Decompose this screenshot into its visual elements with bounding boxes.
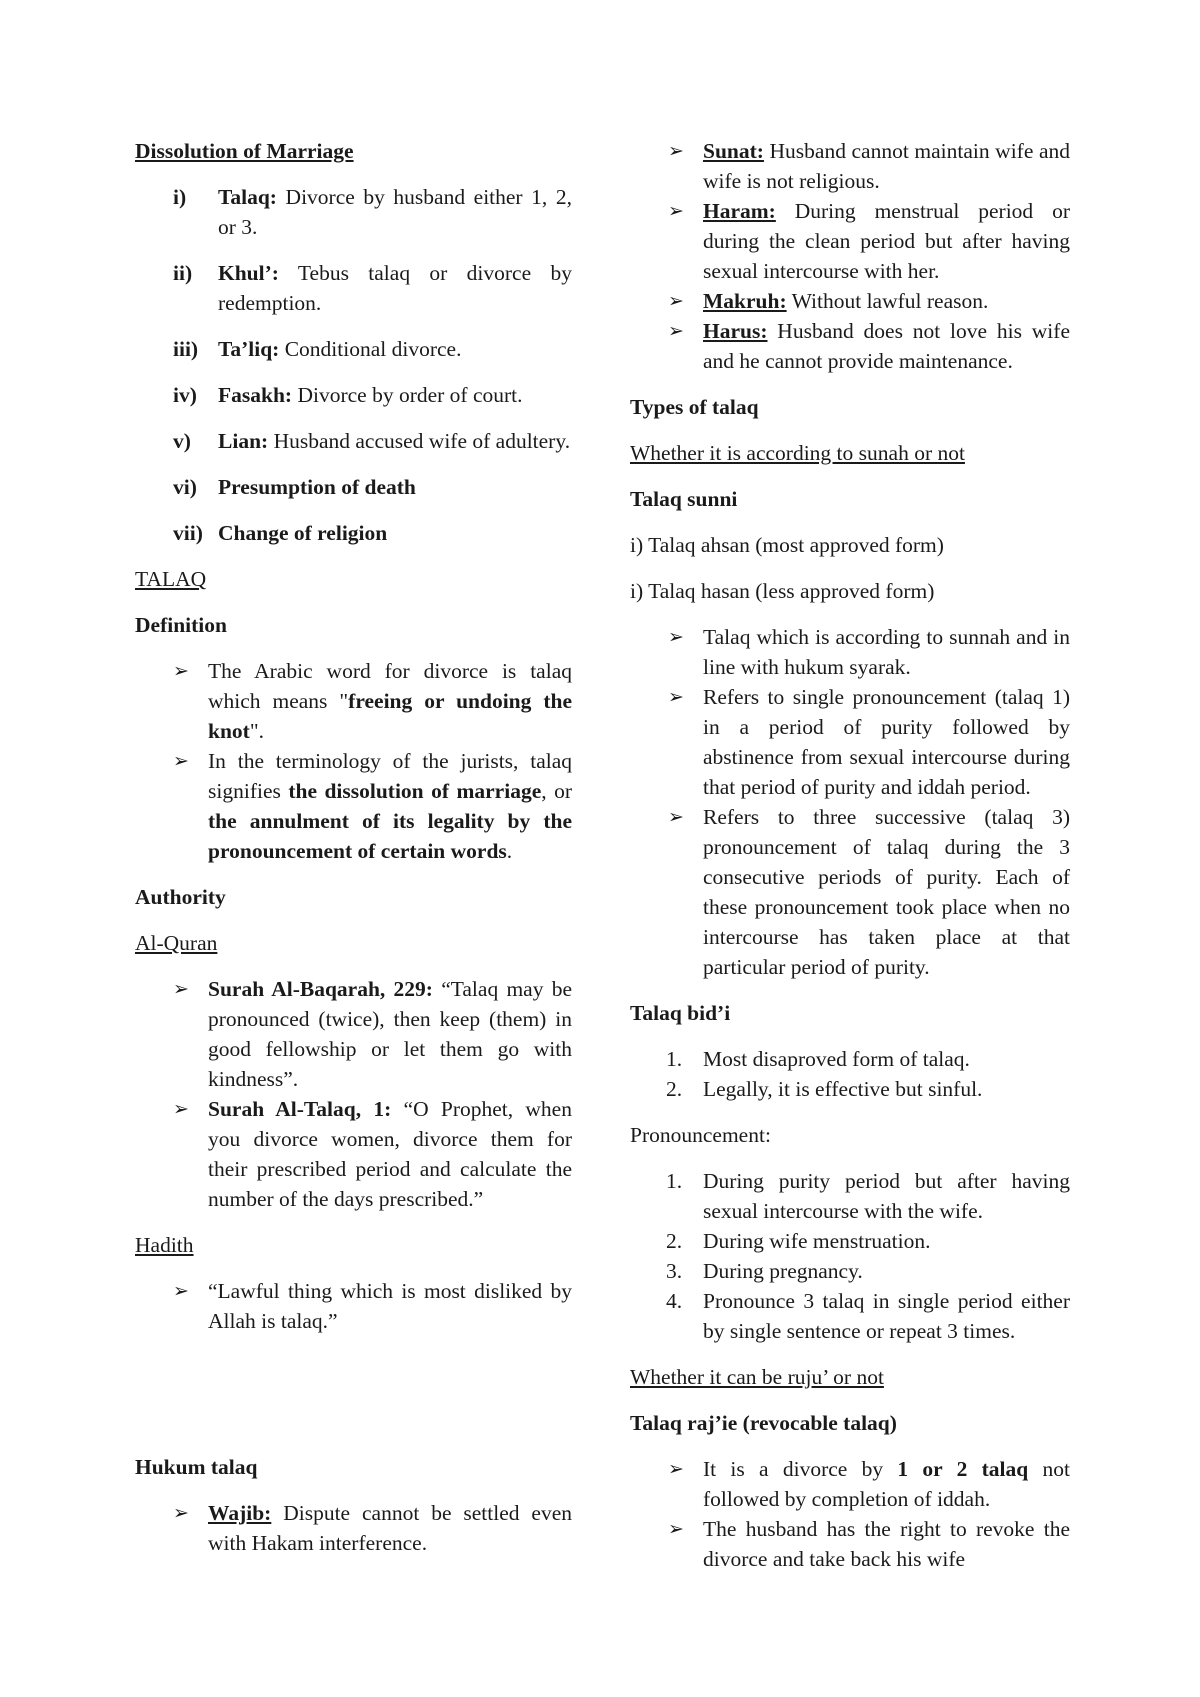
list-item: 2. During wife menstruation.: [666, 1229, 931, 1253]
ruju-heading: Whether it can be ruju’ or not: [630, 1365, 884, 1389]
spacer: [135, 1352, 572, 1452]
pronouncement-list: [630, 1166, 1070, 1346]
list-item: ➢ Refers to single pronouncement (talaq 1) in a period of purity followed by abstinence from sexual intercourse during that period of purity and iddah period.: [630, 682, 1070, 802]
bidi-list: [630, 1044, 1070, 1104]
arrow-bullet-icon: ➢: [173, 1098, 189, 1120]
page-title: Dissolution of Marriage: [135, 139, 354, 163]
quran-list: [135, 974, 572, 1214]
arrow-bullet-icon: ➢: [668, 1458, 684, 1480]
list-item: ➢ Refers to three successive (talaq 3) pronouncement of talaq during the 3 consecutive periods of purity. Each of these pronouncement took place when no intercourse has taken place at that particular period of purity.: [630, 802, 1070, 982]
sunah-heading: Whether it is according to sunah or not: [630, 441, 965, 465]
sunni-list: [630, 622, 1070, 982]
sunni-heading: Talaq sunni: [630, 487, 738, 511]
hadith-list: [135, 1276, 572, 1336]
hukum-list-left: [135, 1498, 572, 1558]
arrow-bullet-icon: ➢: [173, 750, 189, 772]
list-item: 1. Most disaproved form of talaq.: [666, 1047, 970, 1071]
ahsan-line: i) Talaq ahsan (most approved form): [630, 533, 944, 557]
list-item: 3. During pregnancy.: [666, 1259, 863, 1283]
list-item: ➢ Harus: Husband does not love his wife and he cannot provide maintenance.: [630, 316, 1070, 376]
talaq-heading: TALAQ: [135, 567, 207, 591]
list-item: 2. Legally, it is effective but sinful.: [666, 1077, 983, 1101]
hadith-heading: Hadith: [135, 1233, 194, 1257]
list-item: ➢ The husband has the right to revoke the divorce and take back his wife: [630, 1514, 1070, 1574]
arrow-bullet-icon: ➢: [668, 290, 684, 312]
list-item: ➢ Surah Al-Baqarah, 229: “Talaq may be pronounced (twice), then keep (them) in good fellowship or let them go with kindness”.: [135, 974, 572, 1094]
hasan-line: i) Talaq hasan (less approved form): [630, 579, 935, 603]
list-item: ➢ Makruh: Without lawful reason.: [630, 286, 1070, 316]
dissolution-list: [135, 182, 572, 548]
list-item: ➢ Surah Al-Talaq, 1: “O Prophet, when you divorce women, divorce them for their prescribed period and calculate the number of the days prescribed.”: [135, 1094, 572, 1214]
definition-list: [135, 656, 572, 866]
types-heading: Types of talaq: [630, 395, 759, 419]
list-item: ii) Khul’: Tebus talaq or divorce by redemption.: [173, 261, 572, 315]
definition-heading: Definition: [135, 613, 227, 637]
arrow-bullet-icon: ➢: [173, 1280, 189, 1302]
bidi-heading: Talaq bid’i: [630, 1001, 731, 1025]
list-item: 4. Pronounce 3 talaq in single period either by single sentence or repeat 3 times.: [666, 1289, 1070, 1343]
list-item: vi) Presumption of death: [173, 475, 416, 499]
list-item: vii) Change of religion: [173, 521, 388, 545]
right-column: [630, 136, 1070, 1590]
rajie-heading: Talaq raj’ie (revocable talaq): [630, 1411, 897, 1435]
arrow-bullet-icon: ➢: [173, 1502, 189, 1524]
arrow-bullet-icon: ➢: [668, 686, 684, 708]
list-item: 1. During purity period but after having sexual intercourse with the wife.: [666, 1169, 1070, 1223]
list-item: v) Lian: Husband accused wife of adultery.: [173, 429, 571, 453]
hukum-list-right: [630, 136, 1070, 376]
left-column: [135, 136, 572, 1574]
pronouncement-label: Pronouncement:: [630, 1123, 771, 1147]
list-item: ➢ In the terminology of the jurists, talaq signifies the dissolution of marriage, or the annulment of its legality by the pronouncement of certain words.: [135, 746, 572, 866]
arrow-bullet-icon: ➢: [173, 660, 189, 682]
hukum-heading: Hukum talaq: [135, 1455, 258, 1479]
list-item: ➢ Wajib: Dispute cannot be settled even with Hakam interference.: [135, 1498, 572, 1558]
list-item: ➢ It is a divorce by 1 or 2 talaq not followed by completion of iddah.: [630, 1454, 1070, 1514]
arrow-bullet-icon: ➢: [668, 626, 684, 648]
authority-heading: Authority: [135, 885, 226, 909]
arrow-bullet-icon: ➢: [668, 806, 684, 828]
list-item: iii) Ta’liq: Conditional divorce.: [173, 337, 462, 361]
rajie-list: [630, 1454, 1070, 1574]
arrow-bullet-icon: ➢: [668, 1518, 684, 1540]
list-item: ➢ The Arabic word for divorce is talaq which means "freeing or undoing the knot".: [135, 656, 572, 746]
list-item: i) Talaq: Divorce by husband either 1, 2, or 3.: [173, 185, 572, 239]
list-item: ➢ Talaq which is according to sunnah and in line with hukum syarak.: [630, 622, 1070, 682]
arrow-bullet-icon: ➢: [668, 320, 684, 342]
list-item: iv) Fasakh: Divorce by order of court.: [173, 383, 523, 407]
list-item: ➢ “Lawful thing which is most disliked by Allah is talaq.”: [135, 1276, 572, 1336]
arrow-bullet-icon: ➢: [173, 978, 189, 1000]
arrow-bullet-icon: ➢: [668, 140, 684, 162]
quran-heading: Al-Quran: [135, 931, 218, 955]
list-item: ➢ Haram: During menstrual period or during the clean period but after having sexual intercourse with her.: [630, 196, 1070, 286]
arrow-bullet-icon: ➢: [668, 200, 684, 222]
list-item: ➢ Sunat: Husband cannot maintain wife and wife is not religious.: [630, 136, 1070, 196]
